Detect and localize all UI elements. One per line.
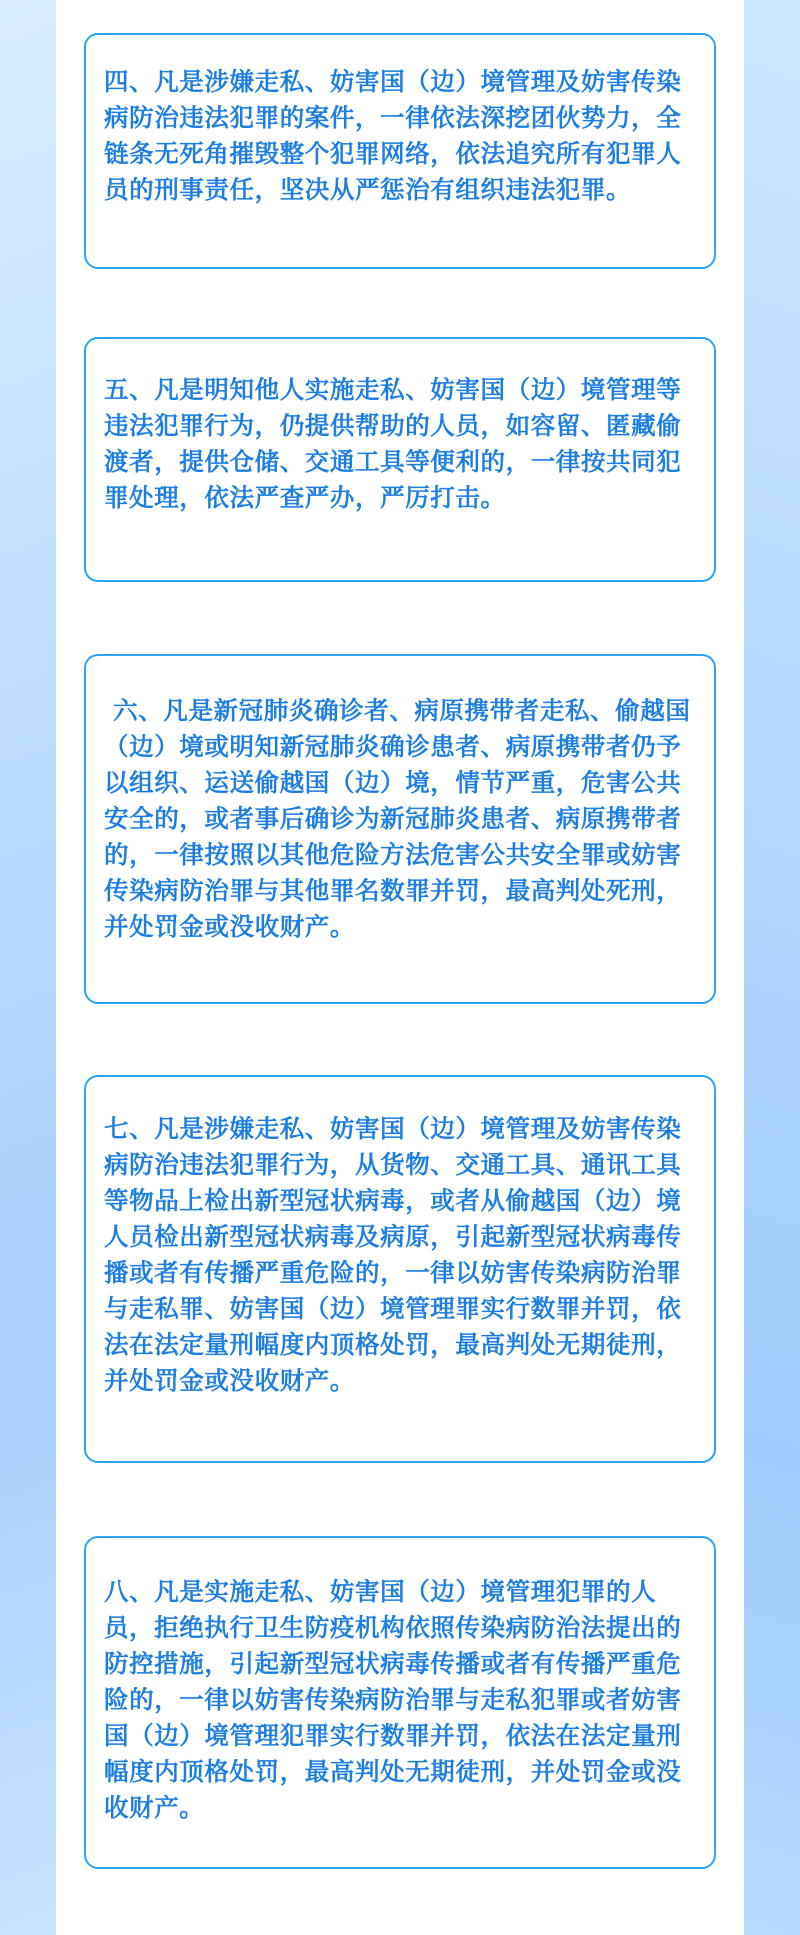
- article-card-4: [84, 33, 716, 269]
- article-text-6: 六、凡是新冠肺炎确诊者、病原携带者走私、偷越国（边）境或明知新冠肺炎确诊患者、病原携带者仍予以组织、运送偷越国（边）境，情节严重，危害公共安全的，或者事后确诊为新冠肺炎患者、病原携带者的，一律按照以其他危险方法危害公共安全罪或妨害传染病防治罪与其他罪名数罪并罚，最高判处死刑，并处罚金或没收财产。: [104, 696, 691, 941]
- article-text-4: 四、凡是涉嫌走私、妨害国（边）境管理及妨害传染病防治违法犯罪的案件，一律依法深挖团伙势力，全链条无死角摧毁整个犯罪网络，依法追究所有犯罪人员的刑事责任，坚决从严惩治有组织违法犯罪。: [104, 67, 682, 204]
- content-panel: [56, 0, 744, 1935]
- background-right: [744, 0, 800, 1935]
- article-card-8: [84, 1536, 716, 1869]
- article-card-6: [84, 654, 716, 1004]
- article-text-7: 七、凡是涉嫌走私、妨害国（边）境管理及妨害传染病防治违法犯罪行为，从货物、交通工具、通讯工具等物品上检出新型冠状病毒，或者从偷越国（边）境人员检出新型冠状病毒及病原，引起新型冠状病毒传播或者有传播严重危险的，一律以妨害传染病防治罪与走私罪、妨害国（边）境管理罪实行数罪并罚，依法在法定量刑幅度内顶格处罚，最高判处无期徒刑，并处罚金或没收财产。: [104, 1114, 682, 1395]
- article-text-5: 五、凡是明知他人实施走私、妨害国（边）境管理等违法犯罪行为，仍提供帮助的人员，如容留、匿藏偷渡者，提供仓储、交通工具等便利的，一律按共同犯罪处理，依法严查严办，严厉打击。: [104, 375, 682, 512]
- background-left: [0, 0, 56, 1935]
- article-card-5: [84, 337, 716, 582]
- article-text-8: 八、凡是实施走私、妨害国（边）境管理犯罪的人员，拒绝执行卫生防疫机构依照传染病防治法提出的防控措施，引起新型冠状病毒传播或者有传播严重危险的，一律以妨害传染病防治罪与走私犯罪或者妨害国（边）境管理犯罪实行数罪并罚，依法在法定量刑幅度内顶格处罚，最高判处无期徒刑，并处罚金或没收财产。: [104, 1577, 682, 1822]
- article-card-7: [84, 1075, 716, 1463]
